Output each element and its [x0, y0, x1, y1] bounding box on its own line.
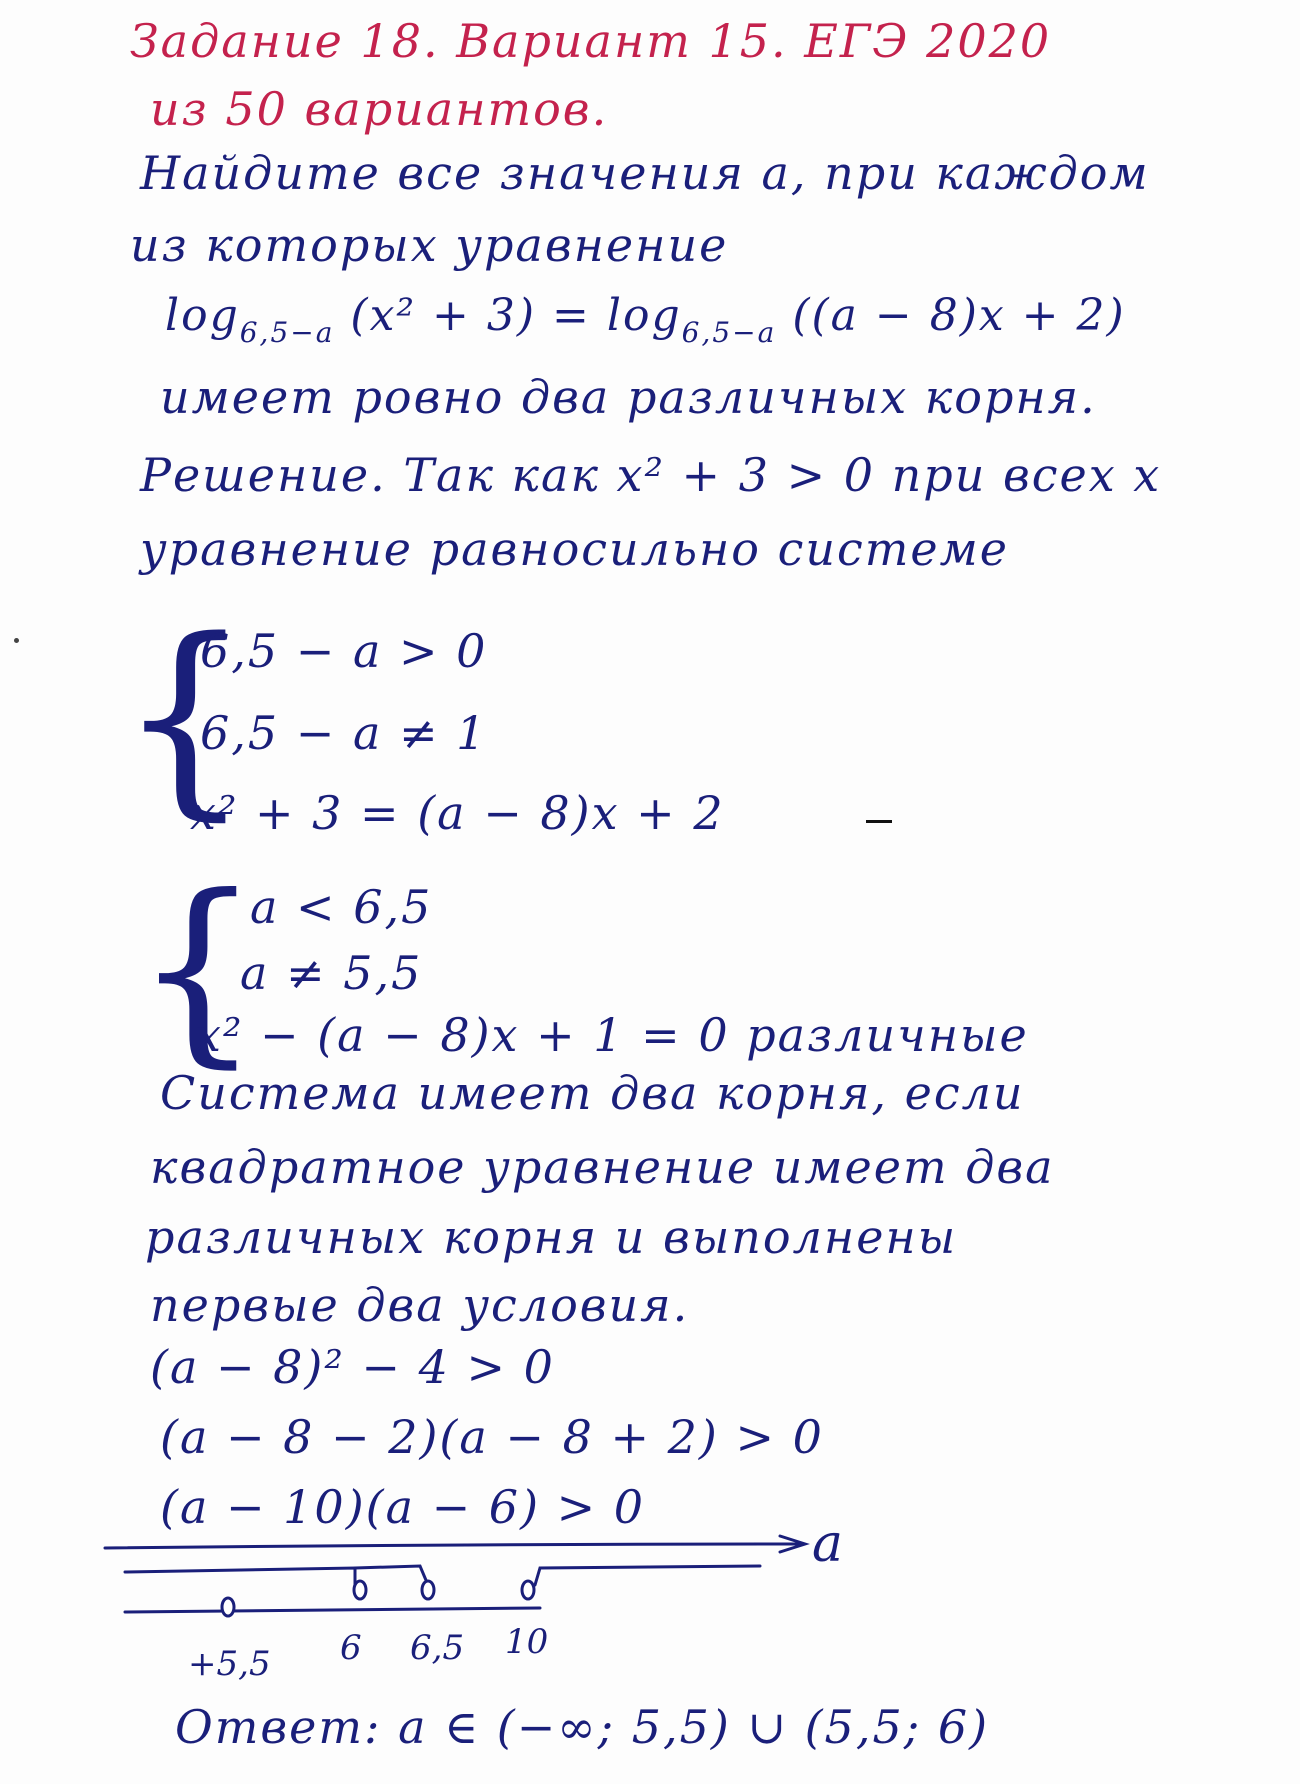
solution-line-2: уравнение равносильно системе	[140, 522, 1009, 576]
log-right: log	[606, 290, 682, 341]
point-5-5	[222, 1598, 234, 1616]
problem-line-4: имеет ровно два различных корня.	[160, 370, 1097, 424]
scan-speck	[14, 638, 19, 643]
system-1-row-2: 6,5 − a ≠ 1	[200, 706, 488, 760]
system-1-brace: {	[118, 594, 252, 839]
inequality-1: (a − 8)² − 4 > 0	[150, 1340, 555, 1394]
interval-right	[535, 1566, 760, 1585]
explanation-line-4: первые два условия.	[150, 1278, 690, 1332]
system-2-row-1: a < 6,5	[250, 880, 433, 934]
point-6-5	[422, 1581, 434, 1599]
tick-10: 10	[505, 1622, 549, 1662]
log-base-right: 6,5−a	[681, 316, 777, 349]
pen-dash	[866, 820, 892, 823]
interval-left	[125, 1568, 355, 1590]
problem-line-2: из которых уравнение	[130, 218, 729, 272]
task-header: Задание 18. Вариант 15. ЕГЭ 2020	[130, 14, 1052, 68]
tick-6-5: 6,5	[410, 1628, 465, 1668]
interval-middle	[355, 1566, 428, 1585]
inequality-2: (a − 8 − 2)(a − 8 + 2) > 0	[160, 1410, 824, 1464]
explanation-line-2: квадратное уравнение имеет два	[150, 1140, 1055, 1194]
system-2-row-2: a ≠ 5,5	[240, 946, 423, 1000]
tick-5-5-label: 5,5	[216, 1644, 271, 1684]
solution-line-1: Решение. Так как x² + 3 > 0 при всех x	[140, 448, 1162, 502]
system-1-row-1: 6,5 − a > 0	[200, 624, 488, 678]
task-header-subline: из 50 вариантов.	[150, 82, 609, 136]
inequality-3: (a − 10)(a − 6) > 0	[160, 1480, 646, 1534]
explanation-line-1: Система имеет два корня, если	[160, 1066, 1025, 1120]
log-arg-left: (x² + 3) =	[350, 290, 607, 341]
system-2-brace: {	[134, 853, 262, 1086]
tick-6: 6	[340, 1628, 362, 1668]
axis-label: a	[812, 1514, 844, 1574]
lower-line	[125, 1608, 540, 1612]
log-left: log	[165, 290, 240, 341]
axis-line	[105, 1544, 800, 1548]
point-10	[522, 1581, 534, 1599]
answer: Ответ: a ∈ (−∞; 5,5) ∪ (5,5; 6)	[175, 1700, 990, 1754]
log-base-left: 6,5−a	[239, 316, 335, 349]
point-6	[354, 1581, 366, 1599]
system-2-row-3: x² − (a − 8)x + 1 = 0 различные	[195, 1008, 1029, 1062]
system-1-row-3: x² + 3 = (a − 8)x + 2	[190, 786, 725, 840]
log-arg-right: ((a − 8)x + 2)	[792, 290, 1126, 341]
tick-5-5: +5,5	[188, 1644, 271, 1684]
problem-line-1: Найдите все значения a, при каждом	[140, 146, 1150, 200]
explanation-line-3: различных корня и выполнены	[145, 1210, 958, 1264]
